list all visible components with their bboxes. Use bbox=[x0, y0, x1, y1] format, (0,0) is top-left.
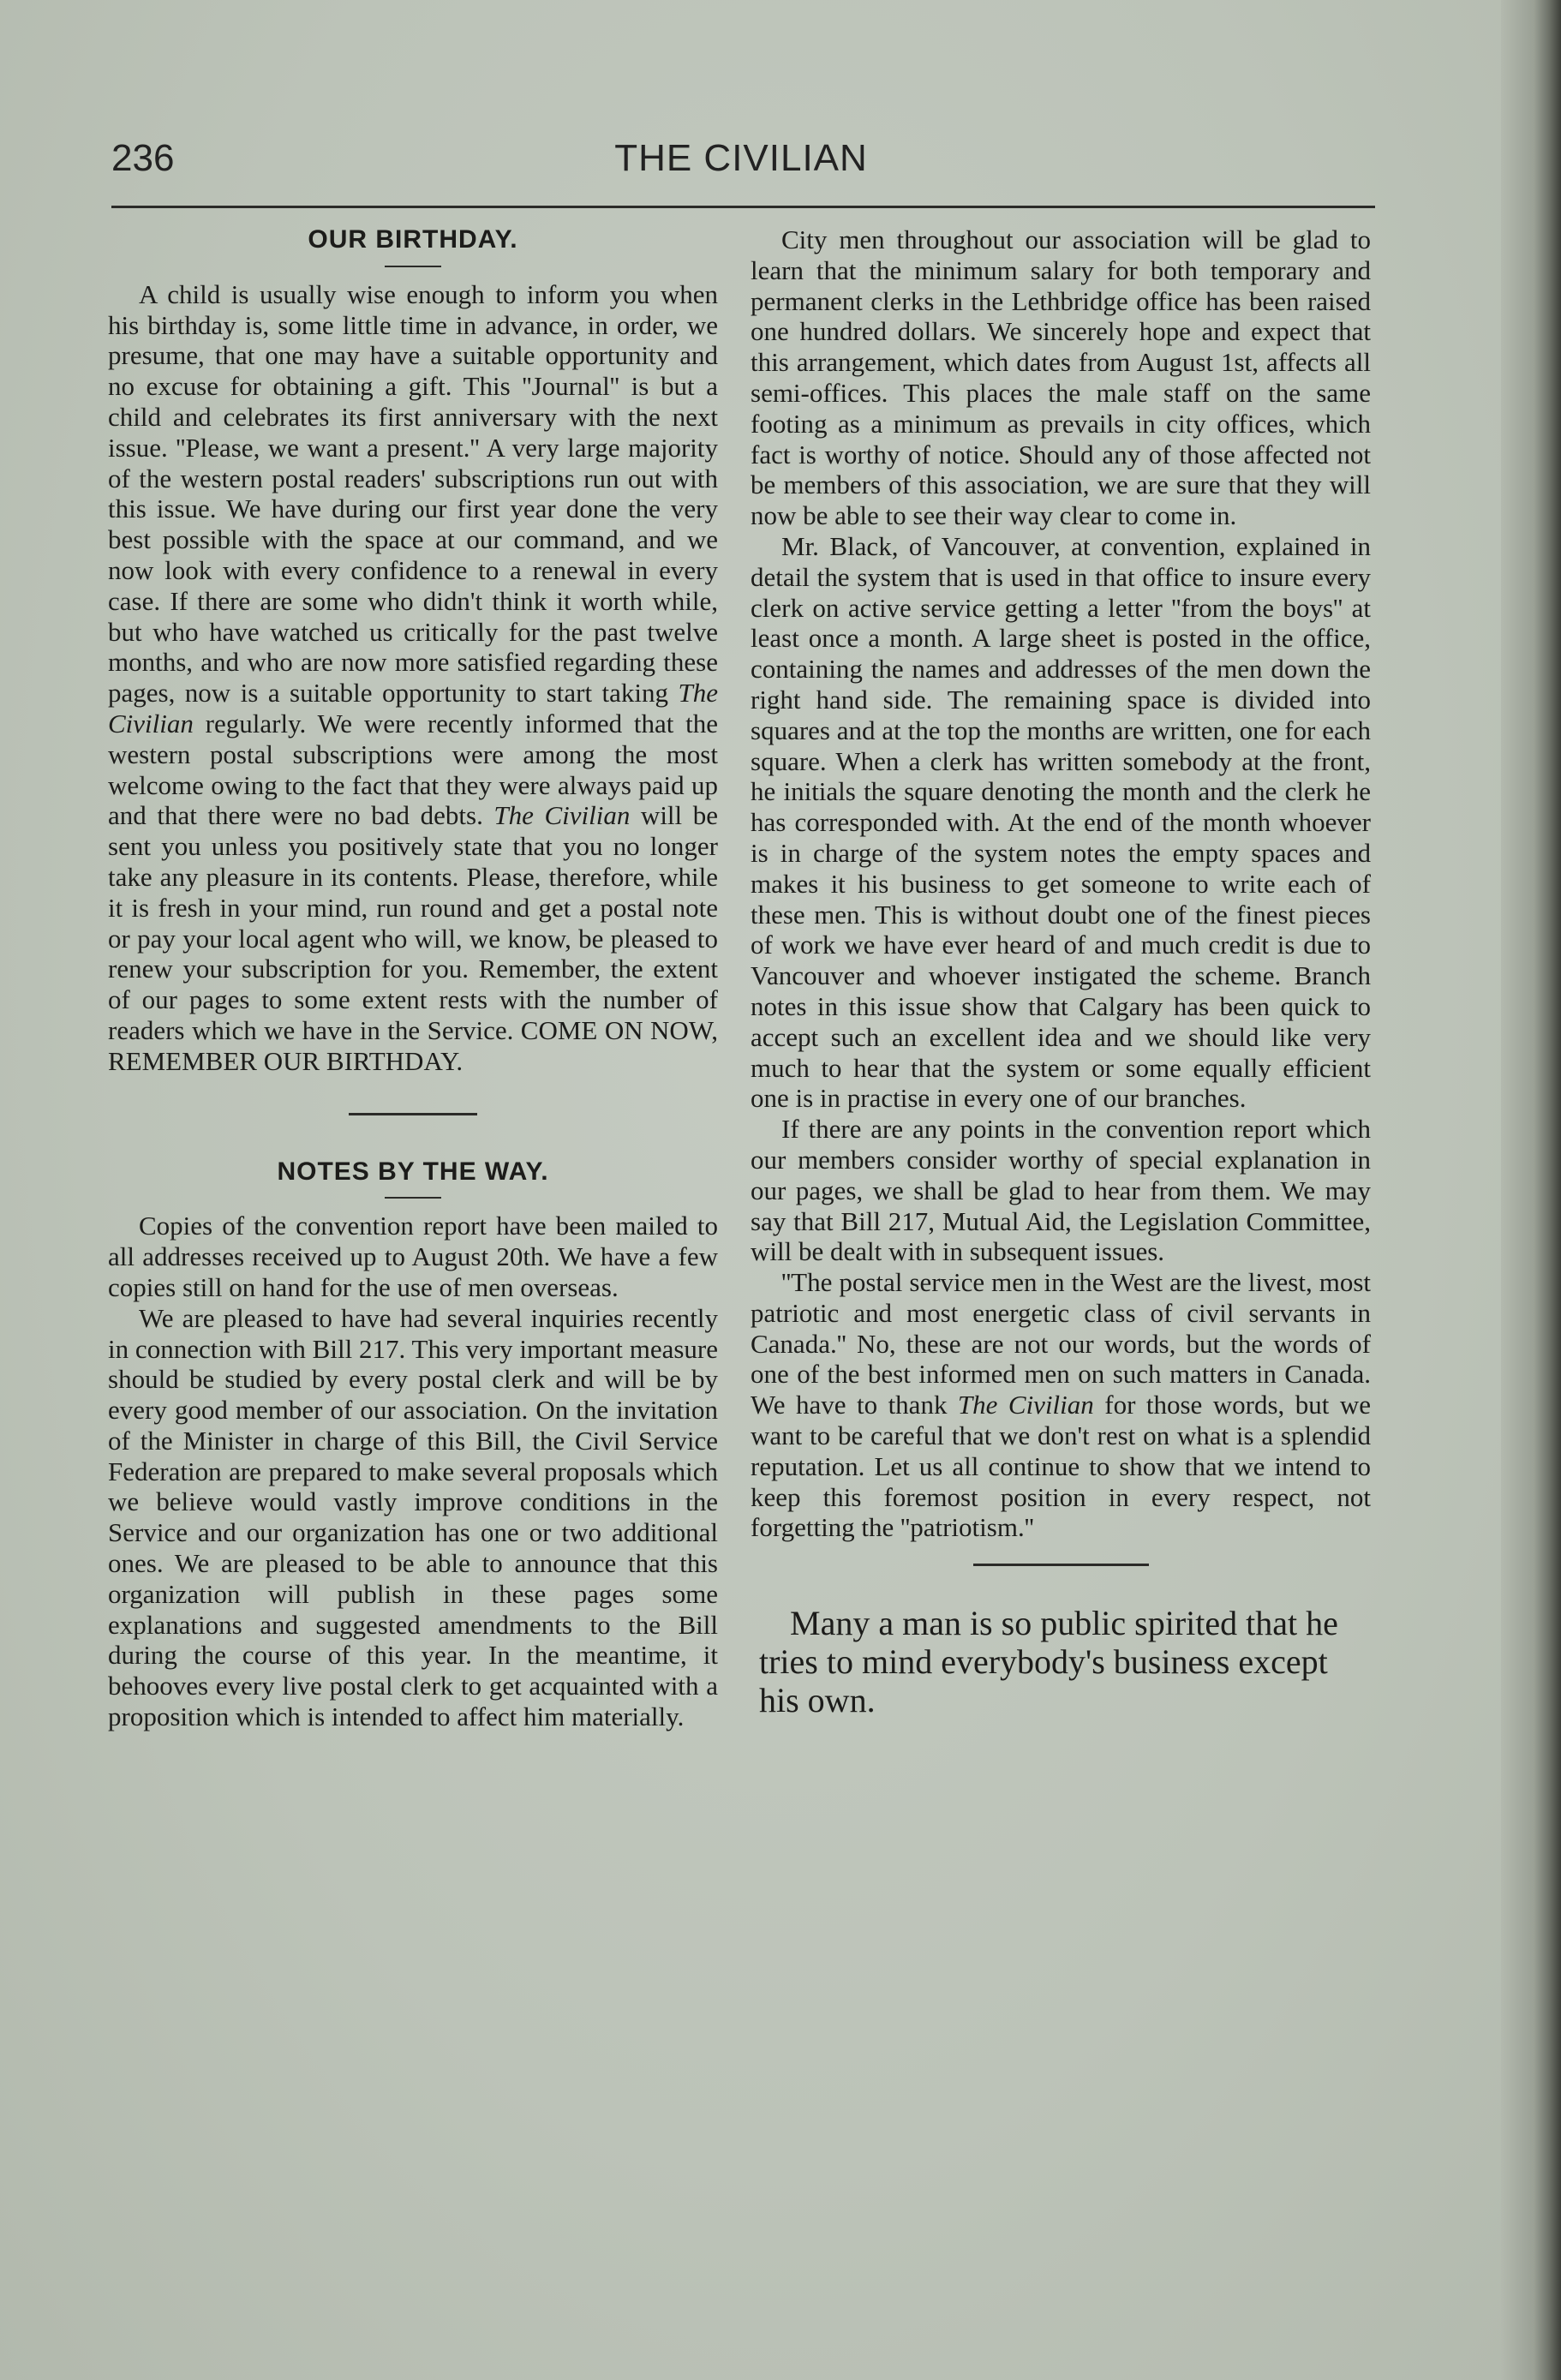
heading-divider bbox=[385, 1197, 441, 1199]
birthday-text-2: regularly. We were recently informed that the western postal subscriptions were among the most welcome owing to the fact that they were always paid up and that there were no bad debts. bbox=[108, 708, 718, 831]
right-paragraph-1: City men throughout our association will be glad to learn that the minimum salary for both temporary and permanent clerks in the Lethbridge office has been raised one hundred dollars. We sincerely hope and expect that this arrangement, which dates from August 1st, affects all semi-offices. This places the male staff on the same footing as a minimum as prevails in city offices, which fact is worthy of notice. Should any of those affected not be members of this association, we are sure that they will now be able to see their way clear to come in. bbox=[751, 224, 1371, 531]
left-column bbox=[108, 224, 718, 1732]
page-number: 236 bbox=[111, 137, 175, 179]
header-rule bbox=[111, 206, 1375, 208]
closing-quote: Many a man is so public spirited that he tries to mind everybody's business except his own. bbox=[759, 1604, 1338, 1720]
birthday-text-1: A child is usually wise enough to inform you when his birthday is, some little time in advance, in order, we presume, that one may have a suitable opportunity and no excuse for obtaining a gift. This ''Journal'' is but a child and celebrates its first anniversary with the next issue. ''Please, we want a present.'' A very large majority of the western postal readers' subscriptions run out with this issue. We have during our first year done the very best possible with the space at our command, and we now look with every confidence to a renewal in every case. If there are some who didn't think it worth while, but who have watched us critically for the past twelve months, and who are now more satisfied regarding these pages, now is a suitable opportunity to start taking bbox=[108, 278, 718, 709]
heading-divider bbox=[385, 266, 441, 267]
section-divider bbox=[973, 1564, 1149, 1566]
page-header bbox=[111, 137, 1371, 197]
right-paragraph-3: If there are any points in the convention report which our members consider worthy of special explanation in our pages, we shall be glad to hear from them. We may say that Bill 217, Mutual Aid, the Legislation Committee, will be dealt with in subsequent issues. bbox=[751, 1114, 1371, 1267]
birthday-paragraph bbox=[108, 279, 718, 1077]
right-p4-text-1: ''The postal service men in the West are the livest, most patriotic and most energetic class of civil servants in Canada.'' No, these are not our words, but the words of one of the best informed men on such matters in Canada. We have to thank bbox=[751, 1267, 1371, 1420]
right-paragraph-4 bbox=[751, 1267, 1371, 1543]
journal-title: THE CIVILIAN bbox=[614, 137, 868, 179]
right-paragraph-2: Mr. Black, of Vancouver, at convention, explained in detail the system that is used in that office to insure every clerk on active service getting a letter ''from the boys'' at least once a month. A large sheet is posted in the office, containing the names and addresses of the men down the right hand side. The remaining space is divided into squares and at the top the months are written, one for each square. When a clerk has written somebody at the front, he initials the square denoting the month and the clerk he has corresponded with. At the end of the month whoever is in charge of the system notes the empty spaces and makes it his business to get someone to write each of these men. This is without doubt one of the finest pieces of work we have ever heard of and much credit is due to Vancouver and whoever instigated the scheme. Branch notes in this issue show that Calgary has been quick to accept such an excellent idea and we should like very much to hear that the system or some equally efficient one is in practise in every one of our branches. bbox=[751, 530, 1371, 1114]
birthday-text-3: will be sent you unless you positively state that you no longer take any pleasure in its contents. Please, therefore, while it is fresh in your mind, run round and get a postal note or pay your local agent who will, we know, be pleased to renew your subscription for you. Remember, the extent of our pages to some extent rests with the number of readers which we have in the Service. COME ON NOW, REMEMBER OUR BIRTHDAY. bbox=[108, 800, 718, 1076]
journal-name-italic: The Civilian bbox=[493, 800, 631, 831]
binding-edge bbox=[1501, 0, 1561, 2380]
birthday-heading: OUR BIRTHDAY. bbox=[308, 225, 518, 254]
section-divider bbox=[349, 1113, 477, 1115]
journal-name-italic: The Civilian bbox=[108, 678, 718, 739]
journal-name-italic: The Civilian bbox=[957, 1390, 1094, 1420]
notes-paragraph-1: Copies of the convention report have been mailed to all addresses received up to August 20th. We have a few copies still on hand for the use of men overseas. bbox=[108, 1211, 718, 1302]
notes-paragraph-2: We are pleased to have had several inquiries recently in connection with Bill 217. This very important measure should be studied by every postal clerk and will be by every good member of our association. On the invitation of the Minister in charge of this Bill, the Civil Service Federation are prepared to make several proposals which we believe would vastly improve conditions in the Service and our organization has one or two additional ones. We are pleased to be able to announce that this organization will publish in these pages some explanations and suggested amendments to the Bill during the course of this year. In the meantime, it behooves every live postal clerk to get acquainted with a proposition which is intended to affect him materially. bbox=[108, 1302, 718, 1732]
right-p4-text-2: for those words, but we want to be careful that we don't rest on what is a splendid reputation. Let us all continue to show that we intend to keep this foremost position in every respect, not forgetting the ''patriotism.'' bbox=[751, 1390, 1371, 1543]
notes-heading: NOTES BY THE WAY. bbox=[277, 1157, 549, 1186]
right-column bbox=[751, 224, 1371, 1719]
